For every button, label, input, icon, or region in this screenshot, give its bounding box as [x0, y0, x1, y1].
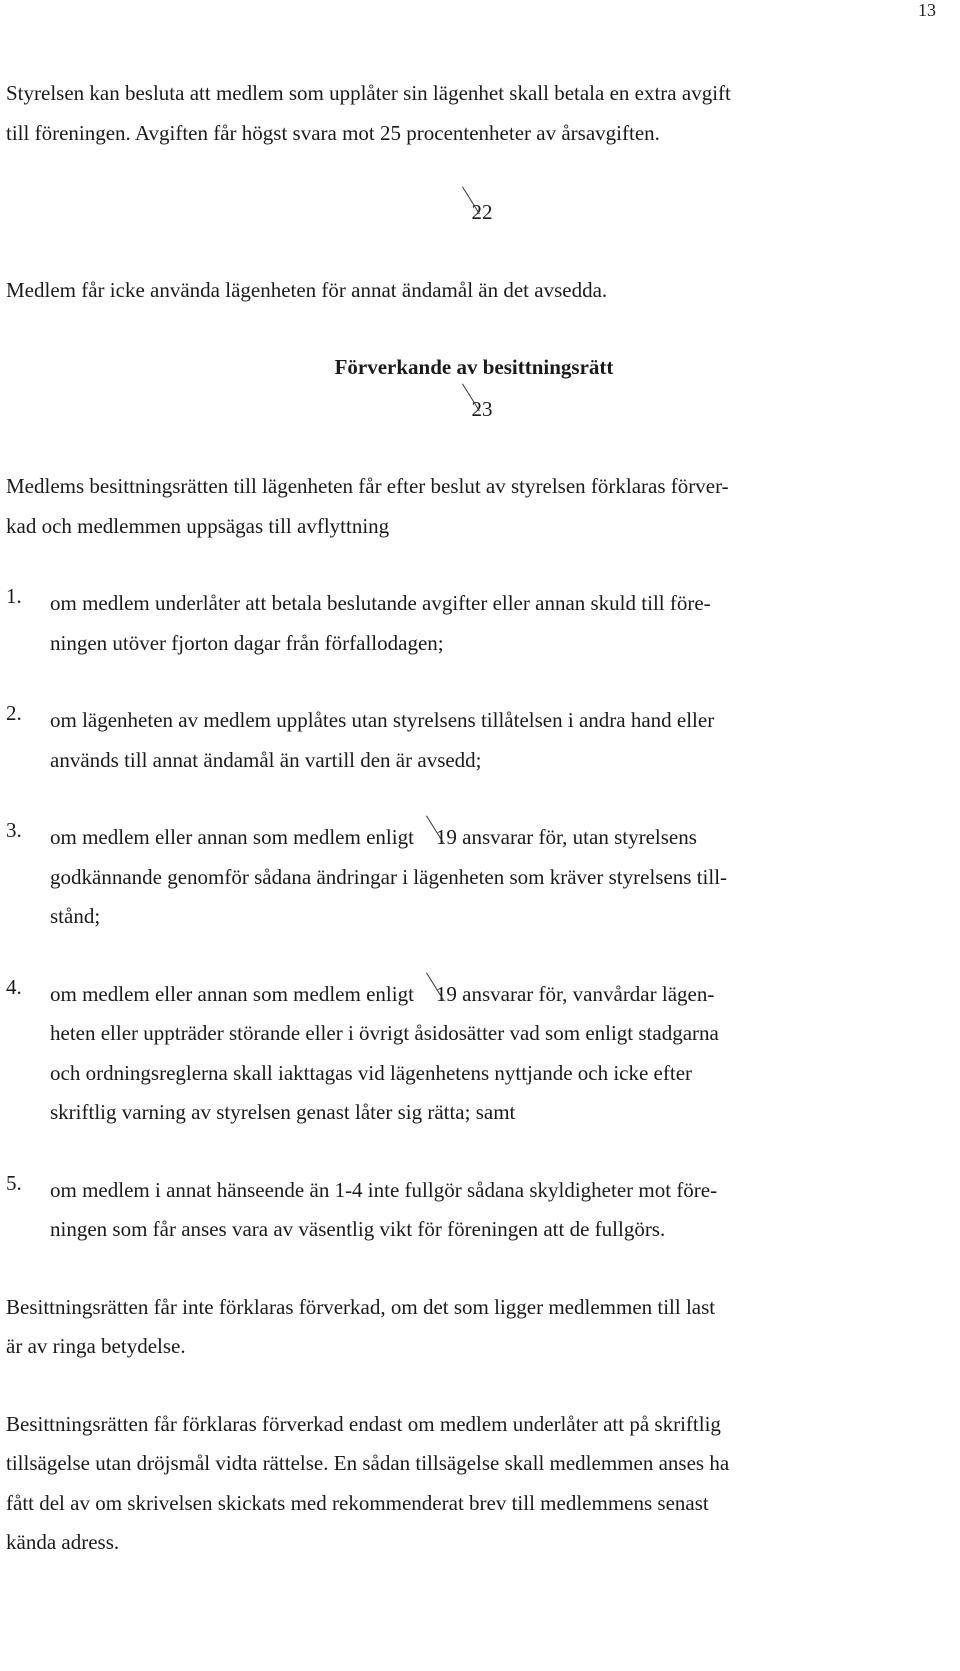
- list-text: [50, 975, 942, 1133]
- text-line: Styrelsen kan besluta att medlem som upplåter sin lägenhet skall betala en extra avgift: [6, 81, 731, 105]
- text-line: kad och medlemmen uppsägas till avflyttning: [6, 513, 390, 538]
- list-item-4: [6, 975, 942, 1133]
- text-segment: om medlem eller annan som medlem enligt: [50, 825, 414, 849]
- list-number: 2.: [6, 701, 22, 725]
- closing-paragraph-1: [6, 1288, 942, 1367]
- page-number: 13: [918, 0, 936, 20]
- list-item-1: [6, 584, 942, 663]
- list-text: [50, 1171, 942, 1250]
- text-line: om medlem underlåter att betala beslutande avgifter eller annan skuld till före-: [50, 591, 711, 615]
- section-sign-icon: [416, 977, 432, 1007]
- closing-paragraph-2: [6, 1405, 942, 1563]
- list-number: 3.: [6, 818, 22, 842]
- text-line: och ordningsreglerna skall iakttagas vid lägenhetens nyttjande och icke efter: [50, 1060, 693, 1085]
- text-line: används till annat ändamål än vartill den är avsedd;: [50, 747, 482, 772]
- section-22-number: 22: [471, 200, 493, 224]
- text-line: heten eller uppträder störande eller i övrigt åsidosätter vad som enligt stadgarna: [50, 1021, 719, 1045]
- list-item-2: [6, 701, 942, 780]
- text-line: [50, 975, 942, 1015]
- list-number: 1.: [6, 584, 22, 608]
- list-item-5: [6, 1171, 942, 1250]
- text-line: fått del av om skrivelsen skickats med rekommenderat brev till medlemmens senast: [6, 1490, 709, 1515]
- document-body: [6, 74, 942, 1563]
- list-item-3: [6, 818, 942, 937]
- section-23-number: 23: [471, 396, 493, 421]
- list-number: 4.: [6, 974, 22, 999]
- section-sign-icon: [456, 388, 470, 418]
- text-line: Besittningsrätten får förklaras förverkad endast om medlem underlåter att på skriftlig: [6, 1411, 721, 1436]
- section-23-paragraph: [6, 467, 942, 546]
- list-number: 5.: [6, 1170, 22, 1195]
- text-segment: 19 ansvarar för, vanvårdar lägen-: [435, 981, 715, 1006]
- section-sign-icon: [456, 191, 470, 221]
- intro-paragraph: [6, 74, 942, 153]
- text-segment: 19 ansvarar för, utan styrelsens: [435, 825, 697, 849]
- text-line: stånd;: [50, 904, 101, 928]
- text-line: Medlems besittningsrätten till lägenheten får efter beslut av styrelsen förklaras förver-: [6, 474, 729, 498]
- text-segment: om medlem eller annan som medlem enligt: [50, 981, 414, 1006]
- text-line: ningen som får anses vara av väsentlig vikt för föreningen att de fullgörs.: [50, 1217, 666, 1241]
- text-line: ningen utöver fjorton dagar från förfallodagen;: [50, 630, 444, 655]
- text-line: kända adress.: [6, 1530, 120, 1554]
- text-line: skriftlig varning av styrelsen genast låter sig rätta; samt: [50, 1100, 516, 1124]
- section-22-heading: [6, 191, 942, 233]
- list-text: [50, 584, 942, 663]
- list-text: [50, 818, 942, 937]
- text-line: godkännande genomför sådana ändringar i lägenheten som kräver styrelsens till-: [50, 864, 728, 889]
- list-text: [50, 701, 942, 780]
- text-line: [50, 818, 942, 858]
- chapter-heading: Förverkande av besittningsrätt: [334, 355, 614, 379]
- text-line: till föreningen. Avgiften får högst svara mot 25 procentenheter av årsavgiften.: [6, 120, 660, 145]
- section-sign-icon: [416, 820, 432, 850]
- text-line: om medlem i annat hänseende än 1-4 inte fullgör sådana skyldigheter mot före-: [50, 1177, 718, 1202]
- text-line: om lägenheten av medlem upplåtes utan styrelsens tillåtelsen i andra hand eller: [50, 708, 715, 732]
- section-23-heading: [6, 388, 942, 430]
- text-line: tillsägelse utan dröjsmål vidta rättelse. En sådan tillsägelse skall medlemmen anses ha: [6, 1451, 730, 1475]
- text-line: är av ringa betydelse.: [6, 1334, 186, 1358]
- text-line: Besittningsrätten får inte förklaras förverkad, om det som ligger medlemmen till last: [6, 1294, 716, 1319]
- section-22-paragraph: Medlem får icke använda lägenheten för annat ändamål än det avsedda.: [6, 277, 608, 302]
